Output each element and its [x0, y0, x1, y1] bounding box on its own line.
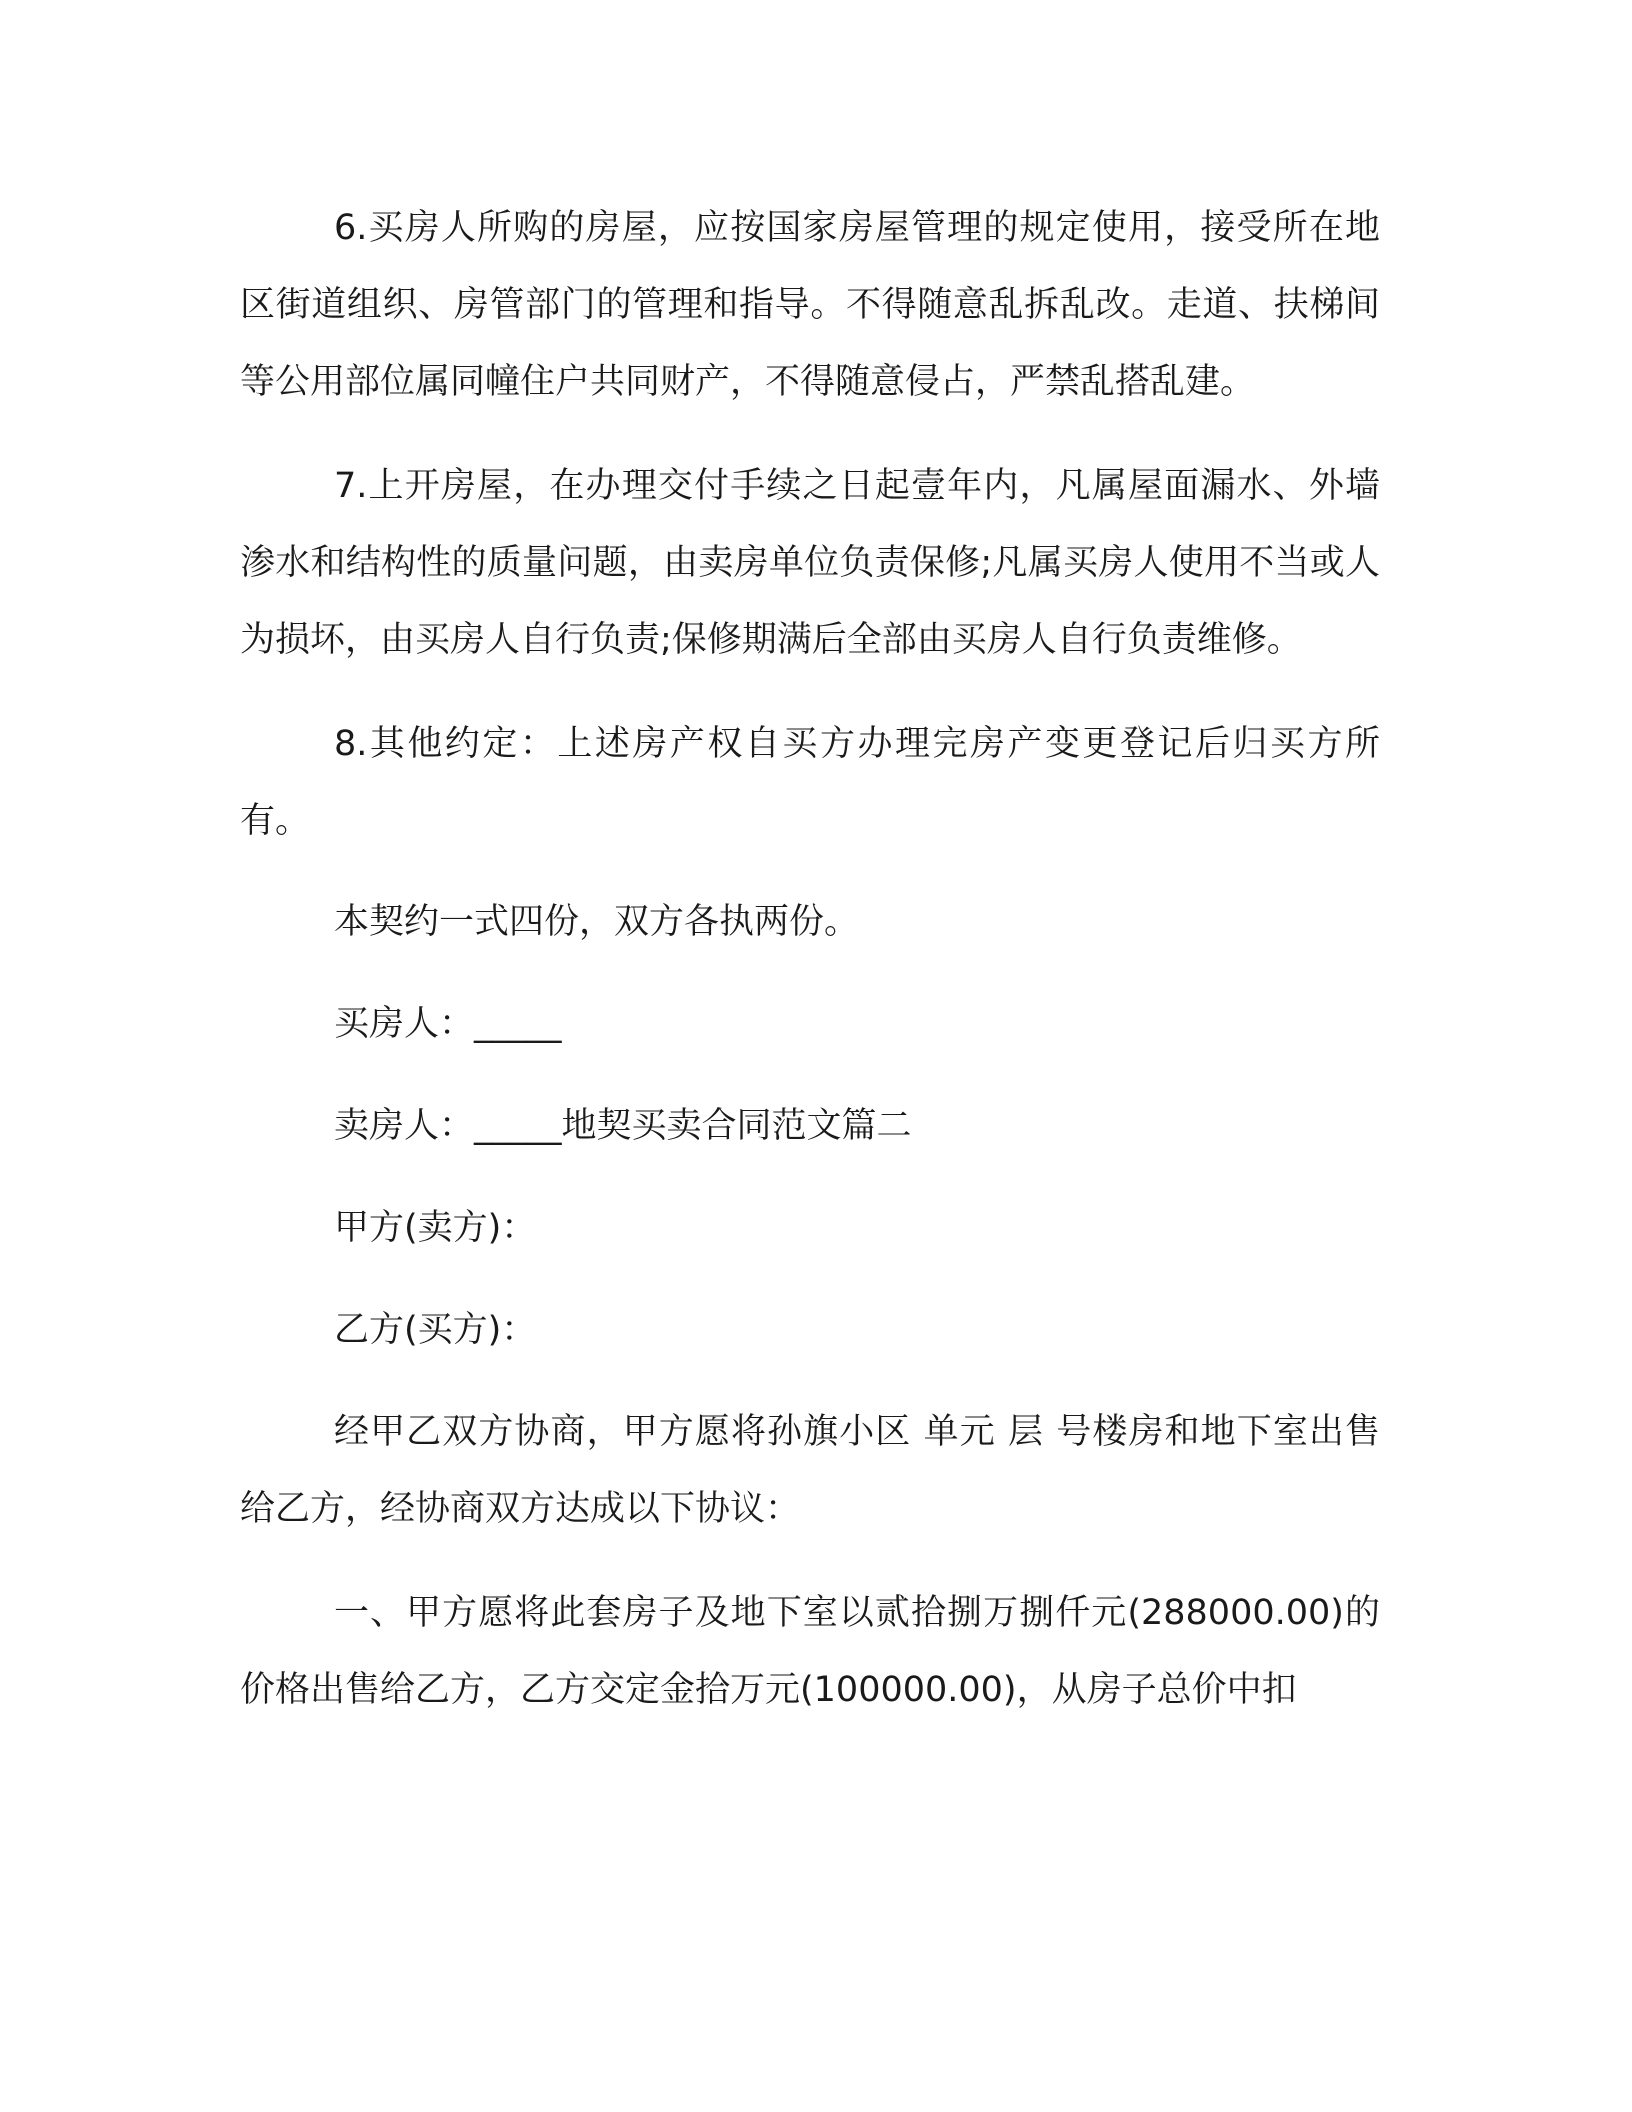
agreement-intro-paragraph: 经甲乙双方协商，甲方愿将孙旗小区 单元 层 号楼房和地下室出售给乙方，经协商双方达成以下协议：: [240, 1412, 1380, 1529]
clause-6-paragraph: 6.买房人所购的房屋，应按国家房屋管理的规定使用，接受所在地区街道组织、房管部门的管理和指导。不得随意乱拆乱改。走道、扶梯间等公用部位属同幢住户共同财产，不得随意侵占，严禁乱搭乱建。: [240, 208, 1380, 402]
clause-7-paragraph: 7.上开房屋，在办理交付手续之日起壹年内，凡属屋面漏水、外墙渗水和结构性的质量问题，由卖房单位负责保修;凡属买房人使用不当或人为损坏，由买房人自行负责;保修期满后全部由买房人自行负责维修。: [240, 466, 1380, 660]
seller-signature-line: 卖房人：_____地契买卖合同范文篇二: [334, 1106, 912, 1146]
clause-8-paragraph: 8.其他约定：上述房产权自买方办理完房产变更登记后归买方所有。: [240, 724, 1380, 841]
article-one-paragraph: 一、甲方愿将此套房子及地下室以贰拾捌万捌仟元(288000.00)的价格出售给乙方，乙方交定金拾万元(100000.00)，从房子总价中扣: [240, 1593, 1380, 1710]
buyer-signature-line: 买房人：_____: [334, 1004, 562, 1044]
party-b-label: 乙方(买方)：: [334, 1310, 537, 1350]
copies-statement: 本契约一式四份，双方各执两份。: [334, 902, 860, 942]
party-a-label: 甲方(卖方)：: [334, 1208, 537, 1248]
document-body: [240, 190, 1380, 1729]
